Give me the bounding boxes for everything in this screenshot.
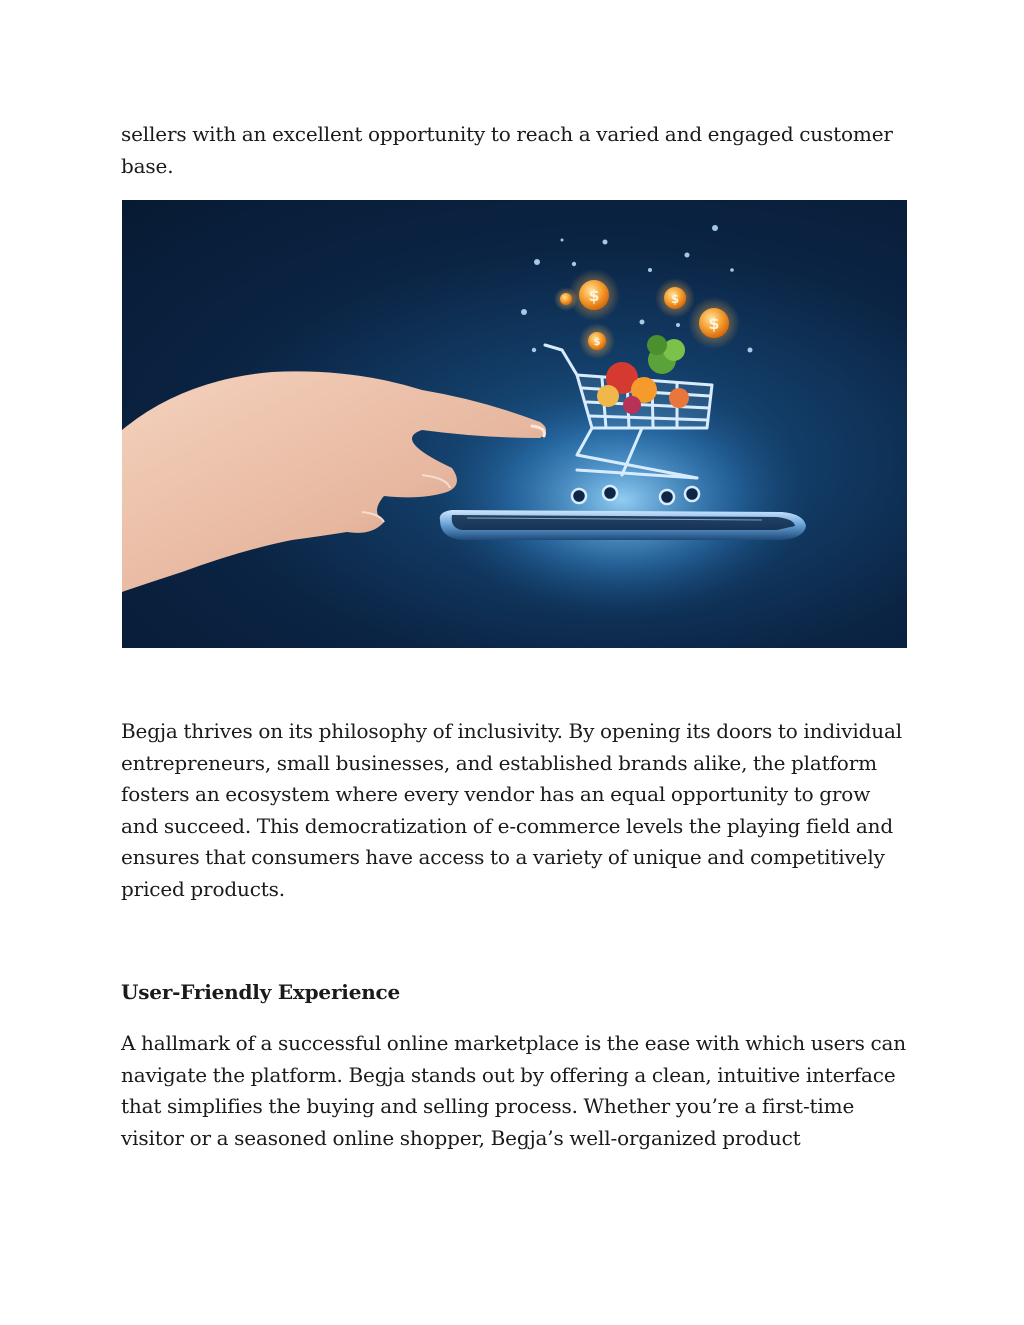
hero-image-hand-shopping-cart-phone [122, 200, 907, 648]
svg-text:$: $ [588, 286, 600, 305]
svg-text:$: $ [593, 337, 601, 348]
smartphone [440, 510, 806, 540]
intro-paragraph: sellers with an excellent opportunity to reach a varied and engaged customer base. [121, 122, 893, 178]
svg-text:$: $ [708, 314, 720, 333]
user-friendly-paragraph: A hallmark of a successful online marketplace is the ease with which users can navigate the platform. Begja stands out by offering a clean, intuitive interface that simplifies the buying and selling process. Whether you’re a first-time visitor or a seasoned online shopper, Begja’s well-organized product [121, 1031, 907, 1150]
svg-text:$: $ [670, 292, 680, 306]
section-heading: User-Friendly Experience [121, 980, 401, 1004]
coin-icons [554, 269, 740, 359]
inclusivity-paragraph: Begja thrives on its philosophy of inclusivity. By opening its doors to individual entrepreneurs, small businesses, and established brands alike, the platform fosters an ecosystem where every vendor has an equal opportunity to grow and succeed. This democratization of e-commerce levels the playing field and ensures that consumers have access to a variety of unique and competitively priced products. [121, 719, 903, 901]
